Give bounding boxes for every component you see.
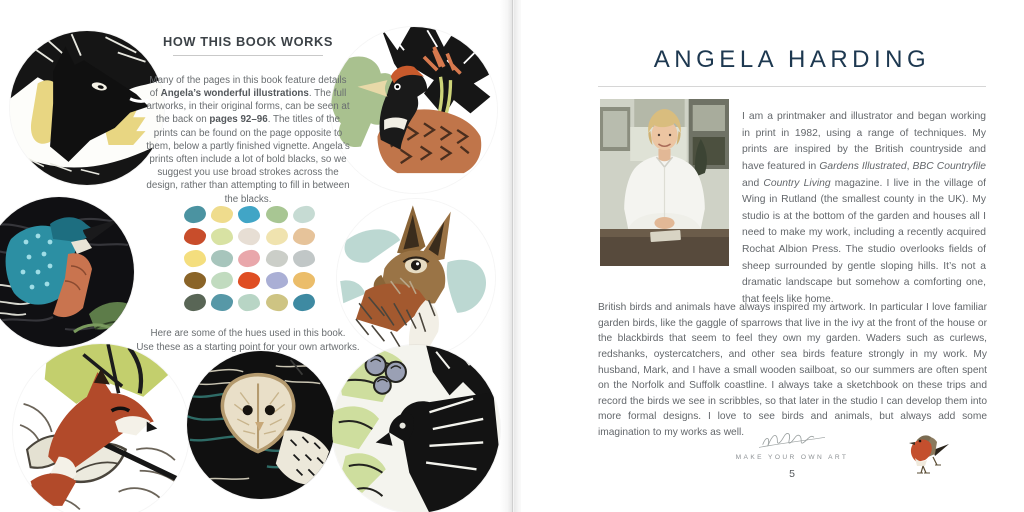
paint-swatch: [265, 205, 288, 224]
intro-text: . The full artworks, in their original forms, can be seen at the back on: [146, 88, 350, 126]
intro-text: . The titles of the prints can be found on the page opposite to them, below a partly finished vignette. Angela’s prints often include a lot of bold blacks, so we suggest you use broad strokes across the design, rather than attempting to fill in between the blacks.: [146, 114, 350, 205]
barn-owl-vignette-illustration: [187, 351, 335, 499]
page-number: 5: [789, 468, 795, 480]
paint-swatch: [238, 294, 261, 312]
pheasant-vignette-illustration: [331, 27, 497, 193]
robin-illustration: [903, 428, 953, 478]
blackbird-icon: [332, 345, 500, 512]
bio-text: magazine. I live in the village of Wing in Rutland (the smallest county in the UK). My studio is at the bottom of the garden and houses all I need to make my work, including a recently acquired Rochat Albion Press. The studio overlooks fields of sheep surrounded by gentle sloping hills. It’s not a dramatic landscape but somehow a comforting one, that feels like home.: [742, 177, 986, 305]
page-title: ANGELA HARDING: [653, 46, 931, 73]
paint-swatch: [292, 227, 315, 245]
paint-swatch: [265, 293, 288, 312]
bio-text: ,: [906, 161, 913, 173]
paint-swatch: [184, 227, 207, 245]
bio-text: I am a printmaker and illustrator and began working in print in 1982, using a range of techniques. My prints are inspired by the British countryside and have featured in: [742, 111, 986, 173]
kingfisher-icon: [0, 197, 134, 347]
blackbird-vignette-illustration: [332, 345, 500, 512]
bio-italic-country-living: Country Living: [763, 177, 831, 189]
paint-swatch: [238, 271, 261, 289]
paint-swatch: [211, 271, 234, 289]
fox-vignette-illustration: [13, 344, 189, 512]
paint-swatch: [238, 206, 261, 224]
paint-swatch: [265, 272, 288, 290]
paint-swatch: [211, 228, 234, 246]
paint-swatch: [183, 271, 206, 290]
title-divider: [173, 55, 323, 56]
paint-swatch: [292, 271, 315, 290]
angela-harding-portrait-photo: [600, 99, 729, 266]
barn-owl-icon: [187, 351, 335, 499]
intro-bold-pages: pages 92–96: [209, 114, 268, 126]
paint-swatch: [183, 205, 206, 223]
palette-caption: [134, 327, 362, 354]
bio-text: and: [742, 177, 764, 189]
paint-swatch: [184, 250, 207, 268]
paint-swatch: [210, 249, 233, 268]
black-horse-icon: [10, 31, 164, 185]
brand-tagline: MAKE YOUR OWN ART: [735, 454, 849, 461]
paint-swatch: [292, 205, 315, 223]
intro-text: Many of the pages in this book feature details of: [149, 74, 347, 99]
spine-line: [512, 0, 513, 512]
pheasant-icon: [331, 27, 497, 193]
left-page: [0, 0, 503, 512]
paint-swatch: [211, 293, 234, 311]
kingfisher-vignette-illustration: [0, 197, 134, 347]
how-it-works-paragraph: [144, 74, 352, 206]
paint-swatch: [183, 293, 206, 311]
palette-caption-line1: Here are some of the hues used in this book.: [150, 328, 346, 339]
colour-palette-grid: [184, 206, 316, 311]
portrait-photo-graphic: [600, 99, 729, 266]
paint-swatch: [211, 205, 234, 223]
paint-swatch: [292, 293, 315, 311]
biography-paragraph: [742, 109, 986, 308]
paint-swatch: [293, 250, 316, 268]
intro-bold-illustrations: Angela’s wonderful illustrations: [160, 88, 309, 99]
fox-icon: [13, 344, 189, 512]
paint-swatch: [265, 227, 288, 245]
left-page-title: HOW THIS BOOK WORKS: [163, 34, 333, 49]
robin-icon: [903, 428, 953, 478]
bio-italic-bbc-countryfile: BBC Countryfile: [912, 161, 986, 173]
signature-icon: [754, 430, 830, 452]
title-divider: [598, 86, 986, 87]
paint-swatch: [238, 227, 261, 246]
paint-swatch: [265, 249, 288, 267]
bio-italic-gardens-illustrated: Gardens Illustrated: [819, 161, 907, 173]
palette-caption-line2: Use these as a starting point for your own artworks.: [136, 341, 360, 353]
black-horse-vignette-illustration: [10, 31, 164, 185]
paint-swatch: [238, 249, 261, 267]
inspiration-paragraph: British birds and animals have always inspired my artwork. In particular I love familiar garden birds, like the gaggle of sparrows that live in the ivy at the front of the house or the blackbirds that seem to feel they own my garden. Waders such as curlews, redshanks, oystercatchers, and other sea birds feature strongly in my work. My husband, Mark, and I have a small wooden sailboat, so our summers are often spent on the Norfolk and Suffolk coastline. I always take a sketchbook on these trips and record the birds we see in scribbles, so that later in the studio I can develop them into more formal designs. I love to see birds and animals, but always add some imagination to my works as well.: [598, 302, 987, 438]
